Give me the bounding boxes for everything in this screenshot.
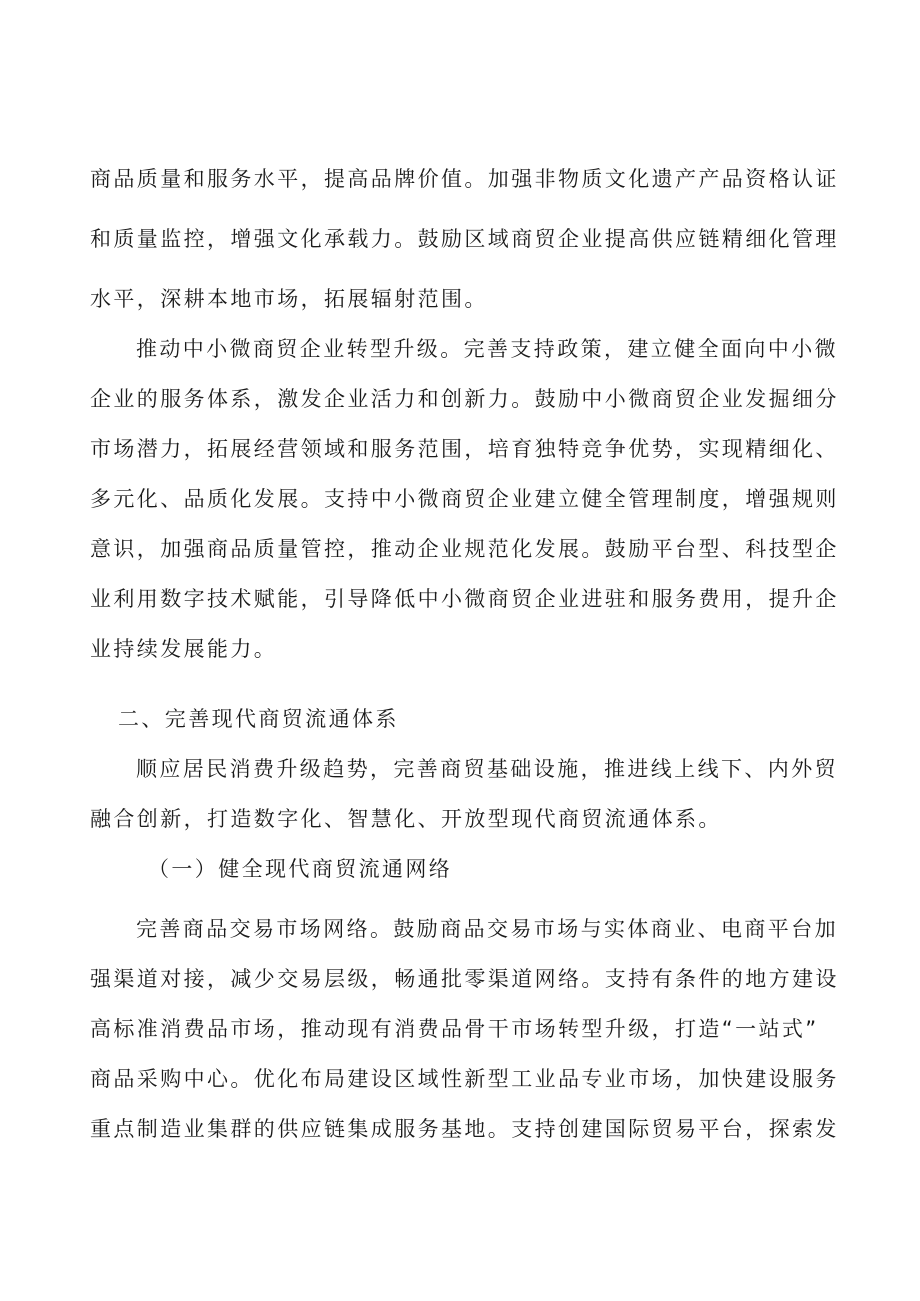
paragraph-line: 推动中小微商贸企业转型升级。完善支持政策，建立健全面向中小微 bbox=[136, 337, 838, 361]
section-heading: 二、完善现代商贸流通体系 bbox=[118, 707, 399, 731]
subsection-heading: （一）健全现代商贸流通网络 bbox=[148, 857, 453, 881]
paragraph-line: 顺应居民消费升级趋势，完善商贸基础设施，推进线上线下、内外贸 bbox=[136, 757, 838, 781]
paragraph-line: 意识，加强商品质量管控，推动企业规范化发展。鼓励平台型、科技型企 bbox=[90, 537, 839, 561]
paragraph-line: 商品采购中心。优化布局建设区域性新型工业品专业市场，加快建设服务 bbox=[90, 1067, 839, 1091]
paragraph-line: 融合创新，打造数字化、智慧化、开放型现代商贸流通体系。 bbox=[90, 807, 722, 831]
paragraph-line: 业持续发展能力。 bbox=[90, 637, 278, 661]
paragraph-line: 重点制造业集群的供应链集成服务基地。支持创建国际贸易平台，探索发 bbox=[90, 1117, 839, 1141]
paragraph-line: 多元化、品质化发展。支持中小微商贸企业建立健全管理制度，增强规则 bbox=[90, 487, 839, 511]
paragraph-line: 企业的服务体系，激发企业活力和创新力。鼓励中小微商贸企业发掘细分 bbox=[90, 387, 839, 411]
paragraph-line: 水平，深耕本地市场，拓展辐射范围。 bbox=[90, 287, 488, 311]
paragraph-line: 强渠道对接，减少交易层级，畅通批零渠道网络。支持有条件的地方建设 bbox=[90, 967, 839, 991]
paragraph-line: 完善商品交易市场网络。鼓励商品交易市场与实体商业、电商平台加 bbox=[136, 917, 838, 941]
paragraph-line: 高标准消费品市场，推动现有消费品骨干市场转型升级，打造“一站式” bbox=[90, 1017, 819, 1041]
paragraph-line: 市场潜力，拓展经营领域和服务范围，培育独特竞争优势，实现精细化、 bbox=[90, 437, 839, 461]
paragraph-line: 和质量监控，增强文化承载力。鼓励区域商贸企业提高供应链精细化管理 bbox=[90, 227, 839, 251]
paragraph-line: 业利用数字技术赋能，引导降低中小微商贸企业进驻和服务费用，提升企 bbox=[90, 587, 839, 611]
paragraph-line: 商品质量和服务水平，提高品牌价值。加强非物质文化遗产产品资格认证 bbox=[90, 167, 839, 191]
